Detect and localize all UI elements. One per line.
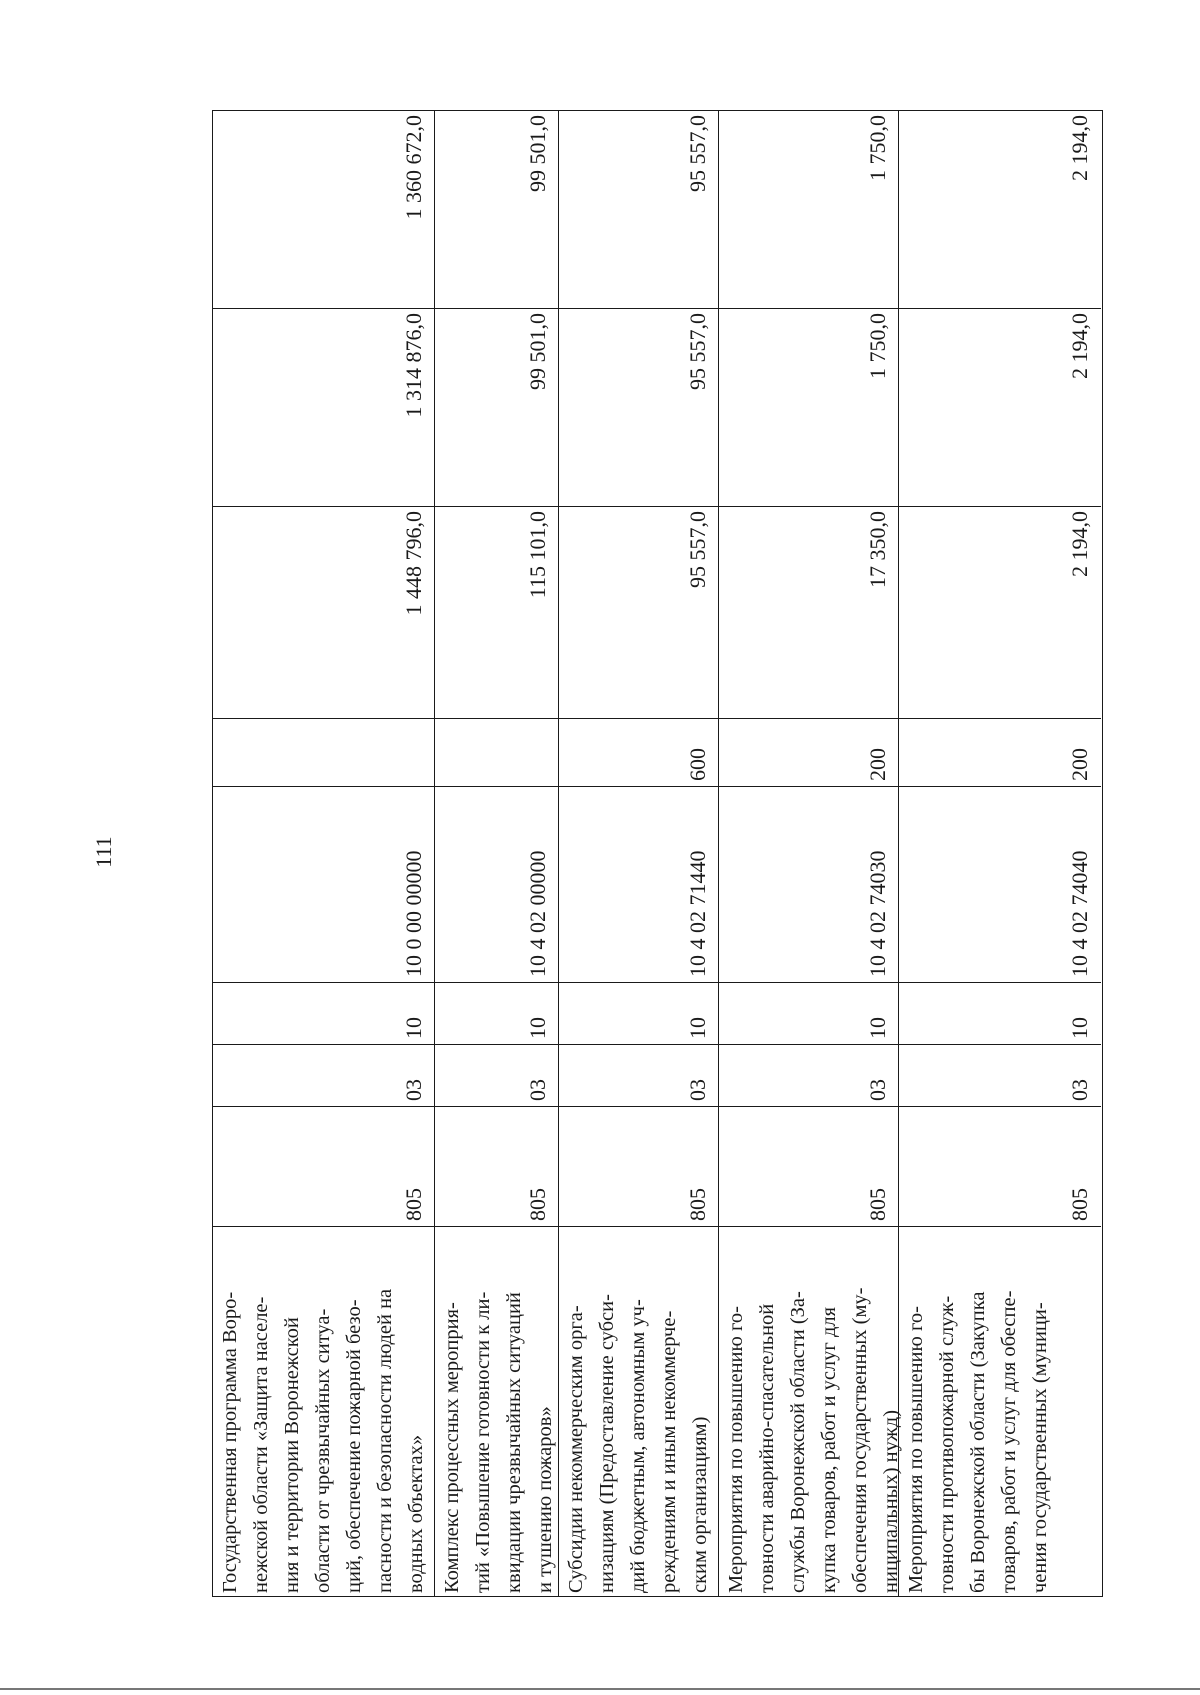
budget-table — [212, 110, 1103, 1597]
cell-csr — [719, 786, 898, 982]
cell-csr — [899, 786, 1101, 982]
value-grbs: 805 — [525, 1188, 550, 1221]
row-name-line: области от чрезвычайных ситуа- — [312, 1308, 334, 1593]
cell-name — [435, 1226, 558, 1596]
row-name-line: квидации чрезвычайных ситуаций — [503, 1292, 525, 1593]
row-name-line: ниципальных) нужд) — [880, 1409, 902, 1593]
row-name-line: купка товаров, работ и услуг для — [818, 1306, 840, 1593]
value-pr: 10 — [1067, 1017, 1092, 1039]
table-row — [213, 111, 435, 1596]
row-name-line: нежской области «Защита населе- — [250, 1296, 272, 1593]
row-name-text — [899, 1227, 1101, 1597]
cell-vr — [435, 718, 558, 786]
row-name-line: Субсидии некоммерческим орга- — [565, 1305, 587, 1593]
cell-y3 — [899, 111, 1101, 308]
value-csr: 10 0 00 00000 — [401, 850, 426, 977]
value-grbs: 805 — [1067, 1188, 1092, 1221]
cell-rz — [719, 1044, 898, 1106]
row-name-line: товности аварийно-спасательной — [756, 1303, 778, 1593]
row-name-line: Комплекс процессных мероприя- — [441, 1302, 463, 1593]
row-name-line: ций, обеспечение пожарной безо- — [343, 1299, 365, 1593]
value-vr: 200 — [1067, 748, 1092, 781]
cell-rz — [435, 1044, 558, 1106]
row-name-line: и тушению пожаров» — [534, 1406, 556, 1593]
cell-pr — [899, 982, 1101, 1044]
value-grbs: 805 — [685, 1188, 710, 1221]
cell-vr — [719, 718, 898, 786]
row-name-line: бы Воронежской области (Закупка — [967, 1291, 989, 1593]
cell-y3 — [435, 111, 558, 308]
table-row — [559, 111, 719, 1596]
value-rz: 03 — [685, 1079, 710, 1101]
row-name-line: низациям (Предоставление субси- — [596, 1294, 618, 1593]
row-name-line: ния и территории Воронежской — [281, 1317, 303, 1593]
cell-rz — [899, 1044, 1101, 1106]
value-y2: 99 501,0 — [525, 313, 550, 390]
value-csr: 10 4 02 71440 — [685, 850, 710, 977]
value-y2: 1 314 876,0 — [401, 313, 426, 418]
row-name-line: обеспечения государственных (му- — [849, 1287, 871, 1593]
value-grbs: 805 — [401, 1188, 426, 1221]
cell-vr — [899, 718, 1101, 786]
cell-y1 — [435, 506, 558, 718]
cell-name — [559, 1226, 718, 1596]
cell-grbs — [719, 1106, 898, 1226]
value-grbs: 805 — [865, 1188, 890, 1221]
cell-y1 — [899, 506, 1101, 718]
cell-y3 — [559, 111, 718, 308]
cell-rz — [213, 1044, 434, 1106]
value-vr: 600 — [685, 748, 710, 781]
row-name-line: пасности и безопасности людей на — [374, 1288, 396, 1593]
cell-y1 — [559, 506, 718, 718]
row-name-line: тий «Повышение готовности к ли- — [472, 1291, 494, 1593]
value-y2: 1 750,0 — [865, 313, 890, 379]
cell-y2 — [559, 308, 718, 506]
row-name-line: дий бюджетным, автономным уч- — [627, 1299, 649, 1593]
value-pr: 10 — [525, 1017, 550, 1039]
value-rz: 03 — [1067, 1079, 1092, 1101]
value-y1: 115 101,0 — [525, 511, 550, 599]
row-name-line: Мероприятия по повышению го- — [905, 1306, 927, 1593]
row-name-text — [719, 1227, 902, 1597]
row-name-line: водных объектах» — [405, 1434, 427, 1593]
cell-y2 — [899, 308, 1101, 506]
cell-name — [719, 1226, 902, 1596]
row-name-text — [435, 1227, 559, 1597]
cell-grbs — [435, 1106, 558, 1226]
value-y3: 1 360 672,0 — [401, 115, 426, 220]
cell-vr — [213, 718, 434, 786]
row-name-line: товности противопожарной служ- — [936, 1295, 958, 1593]
value-y3: 2 194,0 — [1067, 115, 1092, 181]
cell-name — [213, 1226, 434, 1596]
scan-edge-line — [0, 1688, 1200, 1690]
cell-pr — [559, 982, 718, 1044]
row-name-line: службы Воронежской области (За- — [787, 1291, 809, 1593]
value-csr: 10 4 02 74040 — [1067, 850, 1092, 977]
value-csr: 10 4 02 00000 — [525, 850, 550, 977]
table-row — [435, 111, 559, 1596]
value-pr: 10 — [685, 1017, 710, 1039]
value-y3: 95 557,0 — [685, 115, 710, 192]
cell-y2 — [719, 308, 898, 506]
value-vr: 200 — [865, 748, 890, 781]
cell-y3 — [719, 111, 898, 308]
value-y3: 1 750,0 — [865, 115, 890, 181]
cell-rz — [559, 1044, 718, 1106]
table-row — [899, 111, 1101, 1596]
cell-csr — [213, 786, 434, 982]
row-name-line: Мероприятия по повышению го- — [725, 1306, 747, 1593]
page-number: 111 — [91, 836, 116, 868]
row-name-line: Государственная программа Воро- — [219, 1291, 241, 1593]
value-y2: 95 557,0 — [685, 313, 710, 390]
cell-csr — [435, 786, 558, 982]
value-rz: 03 — [525, 1079, 550, 1101]
table-row — [719, 111, 902, 1596]
cell-y1 — [719, 506, 898, 718]
cell-pr — [213, 982, 434, 1044]
row-name-text — [213, 1227, 435, 1597]
cell-grbs — [899, 1106, 1101, 1226]
cell-y1 — [213, 506, 434, 718]
cell-y2 — [213, 308, 434, 506]
row-name-line: ским организациям) — [689, 1416, 711, 1593]
row-name-line: чения государственных (муници- — [1029, 1302, 1051, 1593]
value-y2: 2 194,0 — [1067, 313, 1092, 379]
value-pr: 10 — [865, 1017, 890, 1039]
value-y1: 17 350,0 — [865, 511, 890, 588]
cell-name — [899, 1226, 1101, 1596]
cell-vr — [559, 718, 718, 786]
row-name-text — [559, 1227, 719, 1597]
value-rz: 03 — [401, 1079, 426, 1101]
row-name-line: реждениям и иным некоммерче- — [658, 1310, 680, 1593]
value-csr: 10 4 02 74030 — [865, 850, 890, 977]
value-pr: 10 — [401, 1017, 426, 1039]
row-name-line: товаров, работ и услуг для обеспе- — [998, 1290, 1020, 1593]
cell-grbs — [559, 1106, 718, 1226]
value-y1: 1 448 796,0 — [401, 511, 426, 616]
cell-pr — [435, 982, 558, 1044]
value-rz: 03 — [865, 1079, 890, 1101]
cell-csr — [559, 786, 718, 982]
value-y1: 2 194,0 — [1067, 511, 1092, 577]
cell-grbs — [213, 1106, 434, 1226]
cell-y2 — [435, 308, 558, 506]
value-y3: 99 501,0 — [525, 115, 550, 192]
value-y1: 95 557,0 — [685, 511, 710, 588]
cell-y3 — [213, 111, 434, 308]
cell-pr — [719, 982, 898, 1044]
